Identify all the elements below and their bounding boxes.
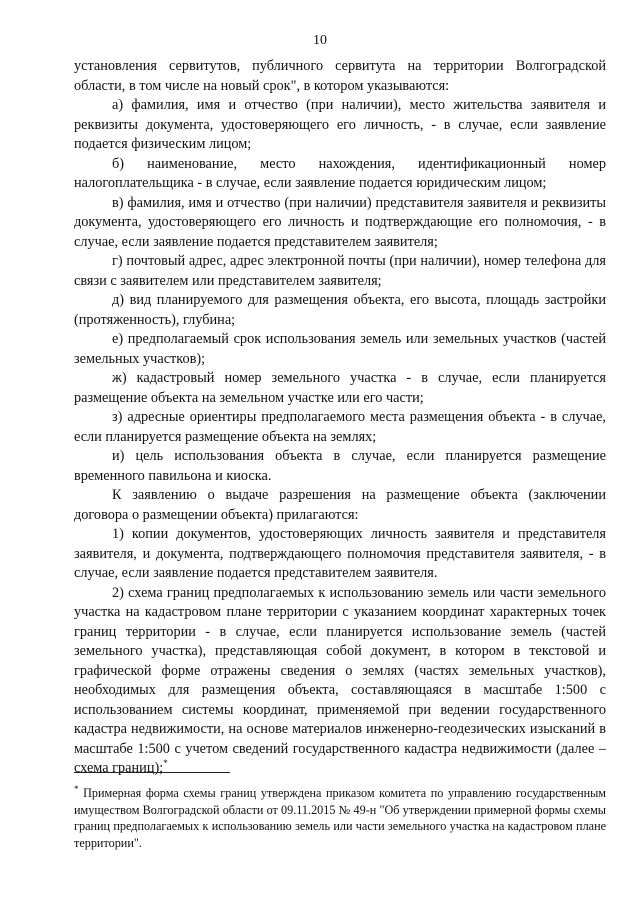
paragraph: К заявлению о выдаче разрешения на размещение объекта (заключении договора о размещении объекта) прилагаются: bbox=[74, 487, 606, 523]
paragraph: е) предполагаемый срок использования земель или земельных участков (частей земельных участков); bbox=[74, 331, 606, 367]
paragraph-last bbox=[74, 584, 606, 779]
paragraph-text: 2) схема границ предполагаемых к использованию земель или части земельного участка на кадастровом плане территории с указанием координат характерных точек границ территории - в случае, если планируется использование земель (частей земельного участка), представляющая собой документ, в котором в текстовой и графической форме отражены сведения о землях (частях земельных участков), необходимых для размещения объекта, составляющаяся в масштабе 1:500 с использованием системы координат, применяемой при ведении государственного кадастра недвижимости, на основе материалов инженерно-геодезических изысканий в масштабе 1:500 с учетом сведений государственного кадастра недвижимости (далее – схема границ); bbox=[74, 584, 606, 776]
paragraph: д) вид планируемого для размещения объекта, его высота, площадь застройки (протяженность), глубина; bbox=[74, 292, 606, 328]
paragraph: а) фамилия, имя и отчество (при наличии), место жительства заявителя и реквизиты документа, удостоверяющего его личность, - в случае, если заявление подается физическим лицом; bbox=[74, 97, 606, 152]
footnote-text: Примерная форма схемы границ утверждена приказом комитета по управлению государственным имуществом Волгоградской области от 09.11.2015 № 49-н "Об утверждении примерной формы схемы границ предполагаемых к использованию земель или части земельного участка на кадастровом плане территории". bbox=[74, 786, 607, 850]
paragraph: 1) копии документов, удостоверяющих личность заявителя и представителя заявителя, и документа, подтверждающего полномочия представителя заявителя, - в случае, если заявление подается представителем заявителя. bbox=[74, 526, 606, 581]
body-text bbox=[74, 57, 606, 779]
paragraph: б) наименование, место нахождения, идентификационный номер налогоплательщика - в случае, если заявление подается юридическим лицом; bbox=[74, 155, 606, 191]
paragraph: ж) кадастровый номер земельного участка - в случае, если планируется размещение объекта на земельном участке или его части; bbox=[74, 370, 606, 406]
paragraph: з) адресные ориентиры предполагаемого места размещения объекта - в случае, если планируется размещение объекта на землях; bbox=[74, 409, 606, 445]
paragraph: г) почтовый адрес, адрес электронной почты (при наличии), номер телефона для связи с заявителем или представителем заявителя; bbox=[74, 253, 606, 289]
footnote-divider bbox=[74, 772, 230, 773]
paragraph: установления сервитутов, публичного сервитута на территории Волгоградской области, в том числе на новый срок", в котором указываются: bbox=[74, 58, 606, 94]
footnote-marker: * bbox=[74, 783, 79, 794]
footnote bbox=[74, 785, 606, 851]
page-number: 10 bbox=[313, 33, 327, 48]
paragraph: и) цель использования объекта в случае, если планируется размещение временного павильона и киоска. bbox=[74, 448, 606, 484]
footnote-reference: * bbox=[163, 758, 168, 769]
paragraph: в) фамилия, имя и отчество (при наличии) представителя заявителя и реквизиты документа, удостоверяющего его личность и подтверждающие его полномочия, - в случае, если заявление подается представителем заявителя; bbox=[74, 194, 606, 250]
